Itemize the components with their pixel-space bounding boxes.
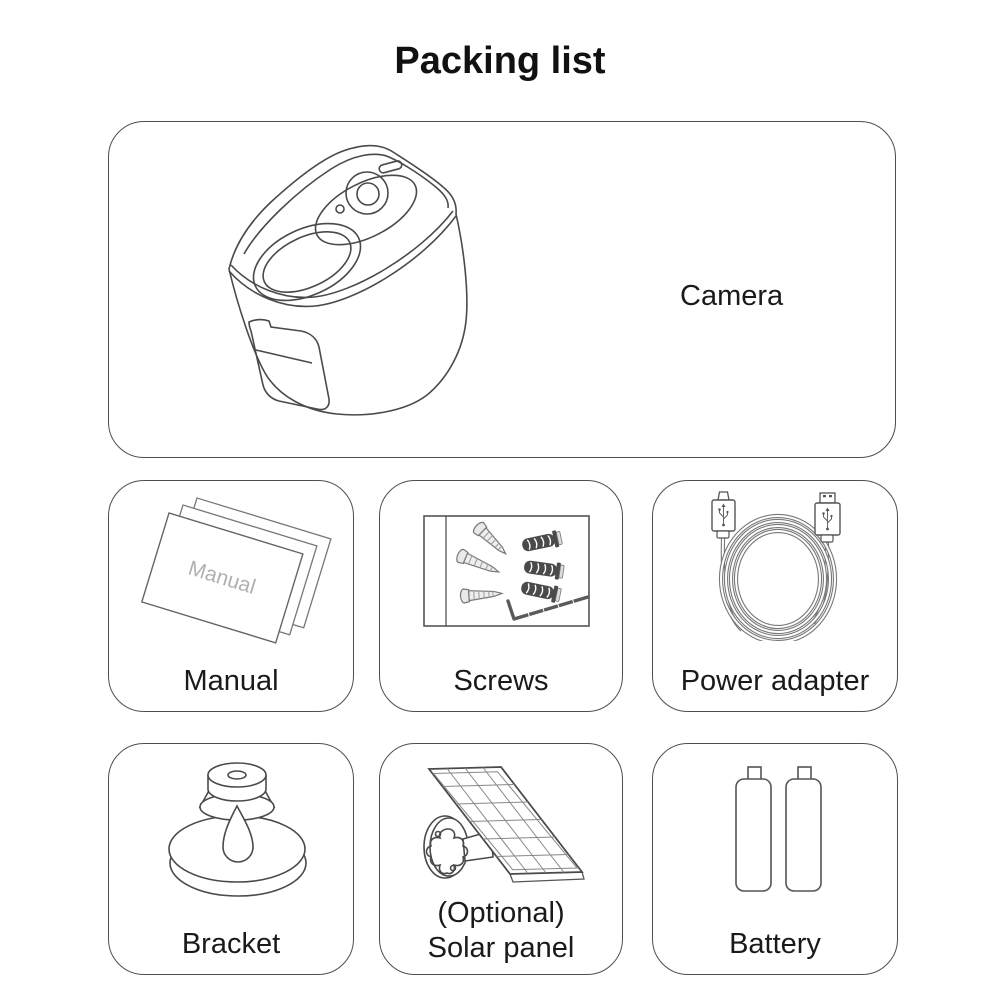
usb-cable-icon — [701, 486, 861, 641]
camera-icon — [196, 131, 496, 436]
manual-icon — [113, 481, 349, 656]
manual-sheets — [142, 498, 331, 643]
solar-panel-label-line1: (Optional) — [437, 897, 565, 930]
screws-bag — [424, 516, 589, 626]
micro-usb-connector — [712, 492, 735, 538]
card-manual — [108, 480, 354, 712]
screws-label: Screws — [453, 665, 549, 698]
page-title: Packing list — [394, 40, 606, 82]
card-battery — [652, 743, 898, 975]
camera-label: Camera — [680, 280, 784, 312]
power-adapter-label: Power adapter — [680, 665, 870, 698]
battery-cell — [786, 767, 821, 891]
manual-sheet-text: Manual — [185, 556, 259, 599]
battery-label: Battery — [729, 928, 821, 961]
screws-icon — [416, 506, 596, 636]
bracket-label: Bracket — [181, 928, 281, 961]
battery-cell — [736, 767, 771, 891]
bracket-icon — [166, 761, 311, 901]
battery-icon — [731, 761, 826, 896]
bracket-knob — [208, 763, 266, 801]
usb-a-connector — [815, 493, 840, 542]
manual-label: Manual — [183, 665, 279, 698]
solar-panel-label — [380, 896, 622, 966]
solar-panel-icon — [421, 761, 591, 886]
card-solar-panel — [379, 743, 623, 975]
card-screws — [379, 480, 623, 712]
card-bracket — [108, 743, 354, 975]
card-camera — [108, 121, 896, 458]
card-power-adapter — [652, 480, 898, 712]
solar-panel-label-line2: Solar panel — [427, 932, 575, 965]
